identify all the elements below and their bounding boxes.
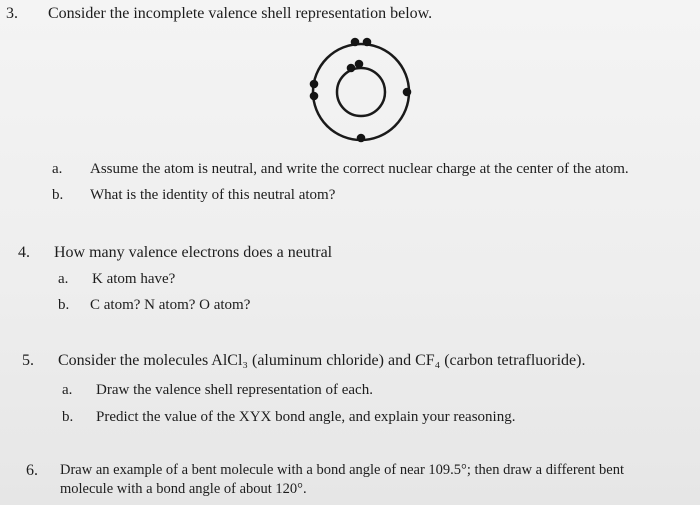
question-5a-text: Draw the valence shell representation of each.: [96, 382, 373, 398]
question-4a-text: K atom have?: [92, 271, 176, 287]
outer-shell-ring: [313, 44, 409, 140]
question-5-number: 5.: [22, 352, 34, 369]
outer-electron: [357, 134, 366, 143]
valence-shell-diagram: [303, 34, 419, 146]
outer-electron: [403, 88, 412, 97]
question-5-prompt: Consider the molecules AlCl₃ (aluminum chloride) and CF₄ (carbon tetrafluoride).: [58, 352, 586, 369]
question-3-number: 3.: [6, 5, 18, 22]
question-5b-text: Predict the value of the XYX bond angle, and explain your reasoning.: [96, 409, 516, 425]
question-3b-label: b.: [52, 187, 64, 203]
question-4a-label: a.: [58, 271, 69, 287]
question-6-number: 6.: [26, 462, 38, 479]
outer-electron: [351, 38, 360, 47]
outer-electron: [363, 38, 372, 47]
question-4b-label: b.: [58, 297, 70, 313]
question-4-number: 4.: [18, 244, 30, 261]
question-3a-text: Assume the atom is neutral, and write the correct nuclear charge at the center of the atom.: [90, 161, 629, 177]
question-5b-label: b.: [62, 409, 74, 425]
question-3a-label: a.: [52, 161, 63, 177]
question-3-prompt: Consider the incomplete valence shell representation below.: [48, 5, 433, 22]
question-6-line-2: molecule with a bond angle of about 120°.: [60, 481, 307, 497]
outer-electron: [310, 92, 319, 101]
inner-electron: [347, 64, 356, 73]
outer-electron: [310, 80, 319, 89]
question-4-prompt: How many valence electrons does a neutral: [54, 244, 333, 261]
question-5a-label: a.: [62, 382, 73, 398]
inner-electron: [355, 60, 364, 69]
question-4b-text: C atom? N atom? O atom?: [90, 297, 251, 313]
inner-shell-ring: [337, 68, 385, 116]
question-3b-text: What is the identity of this neutral atom?: [90, 187, 336, 203]
question-6-line-1: Draw an example of a bent molecule with a bond angle of near 109.5°; then draw a different bent: [60, 462, 624, 478]
